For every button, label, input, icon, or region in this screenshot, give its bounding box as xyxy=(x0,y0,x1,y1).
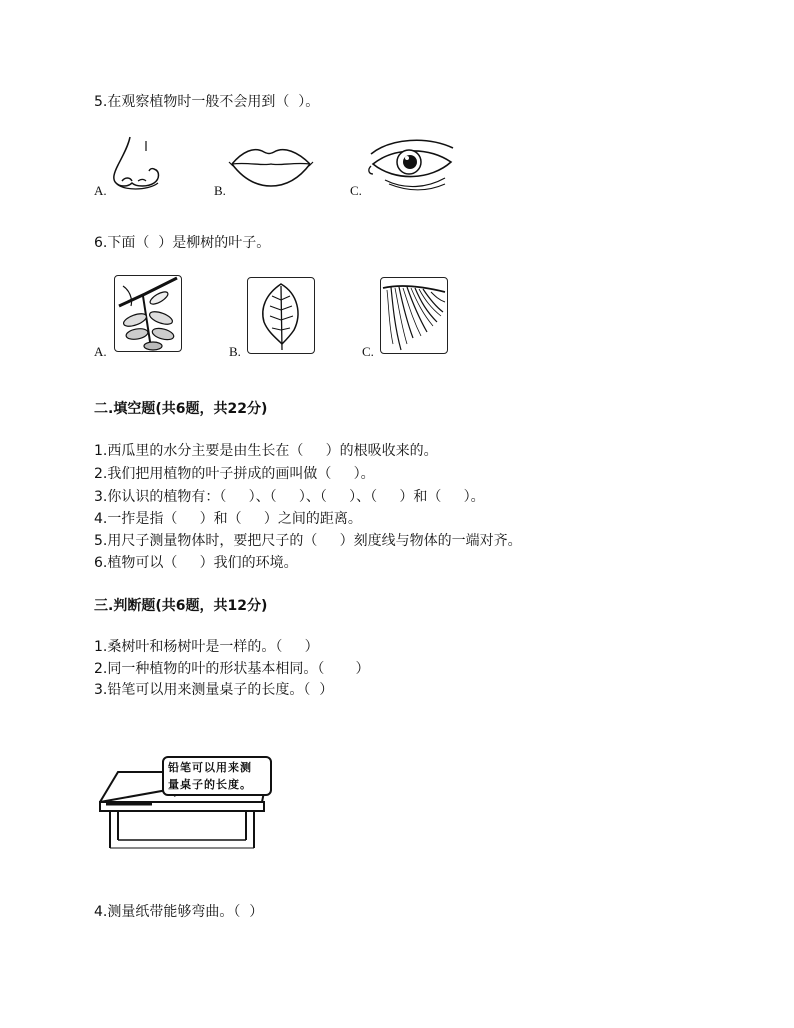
single-leaf-icon xyxy=(248,278,314,353)
speech-bubble-text-line1: 铅笔可以用来测 xyxy=(168,761,252,774)
q5-question: 5.在观察植物时一般不会用到（ ）。 xyxy=(94,94,320,110)
section3-item-3: 3.铅笔可以用来测量桌子的长度。（ ） xyxy=(94,682,334,698)
q5-option-a-label: A. xyxy=(94,183,107,198)
section2-item-4: 4.一拃是指（ ）和（ ）之间的距离。 xyxy=(94,511,362,527)
section2-item-6: 6.植物可以（ ）我们的环境。 xyxy=(94,555,298,571)
q6-option-c-label: C. xyxy=(362,344,374,359)
q5-option-b-label: B. xyxy=(214,183,226,198)
q6-option-b-label: B. xyxy=(229,344,241,359)
section2-heading: 二.填空题(共6题，共22分) xyxy=(94,401,268,417)
section3-item-4: 4.测量纸带能够弯曲。（ ） xyxy=(94,904,264,920)
eye-icon xyxy=(365,136,461,192)
lips-icon xyxy=(228,140,314,190)
section2-item-5: 5.用尺子测量物体时，要把尺子的（ ）刻度线与物体的一端对齐。 xyxy=(94,533,522,549)
willow-leaves-icon xyxy=(381,278,447,353)
speech-bubble-text-line2: 量桌子的长度。 xyxy=(168,778,252,791)
compound-leaf-branch-icon xyxy=(115,276,181,351)
section2-item-2: 2.我们把用植物的叶子拼成的画叫做（ ）。 xyxy=(94,466,375,482)
section2-item-3: 3.你认识的植物有：（ ）、（ ）、（ ）、（ ）和（ ）。 xyxy=(94,489,485,505)
single-leaf-frame xyxy=(247,277,315,354)
willow-leaves-frame xyxy=(380,277,448,354)
nose-icon xyxy=(108,133,168,193)
section3-item-2: 2.同一种植物的叶的形状基本相同。（ ） xyxy=(94,661,370,677)
compound-leaf-branch-frame xyxy=(114,275,182,352)
speech-bubble xyxy=(162,756,272,796)
section3-item-1: 1.桑树叶和杨树叶是一样的。（ ） xyxy=(94,639,319,655)
q5-option-c-label: C. xyxy=(350,183,362,198)
section2-item-1: 1.西瓜里的水分主要是由生长在（ ）的根吸收来的。 xyxy=(94,443,438,459)
table-measure-illustration xyxy=(96,752,272,852)
section3-heading: 三.判断题(共6题，共12分) xyxy=(94,598,268,614)
q6-option-a-label: A. xyxy=(94,344,107,359)
q6-question: 6.下面（ ）是柳树的叶子。 xyxy=(94,235,271,251)
